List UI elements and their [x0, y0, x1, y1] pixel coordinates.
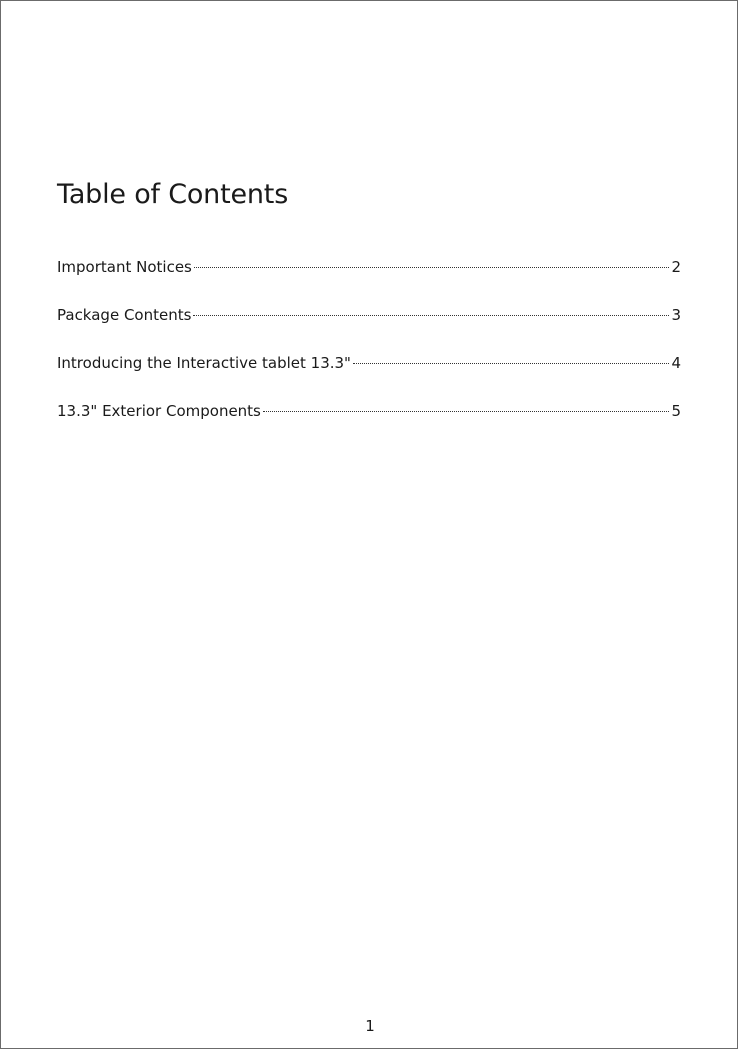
toc-entry-page: 5	[671, 402, 681, 420]
toc-entry-package-contents[interactable]	[57, 304, 681, 352]
toc-entry-exterior-components[interactable]	[57, 400, 681, 448]
toc-dot-leader	[193, 315, 669, 316]
toc-entry-label: Package Contents	[57, 306, 192, 324]
toc-entry-label: 13.3" Exterior Components	[57, 402, 261, 420]
toc-entry-introducing-tablet[interactable]	[57, 352, 681, 400]
page-number: 1	[365, 1017, 375, 1035]
toc-list	[57, 256, 681, 448]
toc-entry-page: 2	[671, 258, 681, 276]
toc-dot-leader	[353, 363, 669, 364]
toc-entry-important-notices[interactable]	[57, 256, 681, 304]
page-title: Table of Contents	[57, 179, 289, 210]
toc-dot-leader	[263, 411, 670, 412]
toc-entry-label: Introducing the Interactive tablet 13.3"	[57, 354, 351, 372]
toc-dot-leader	[194, 267, 670, 268]
toc-entry-page: 3	[671, 306, 681, 324]
toc-entry-label: Important Notices	[57, 258, 192, 276]
toc-entry-page: 4	[671, 354, 681, 372]
